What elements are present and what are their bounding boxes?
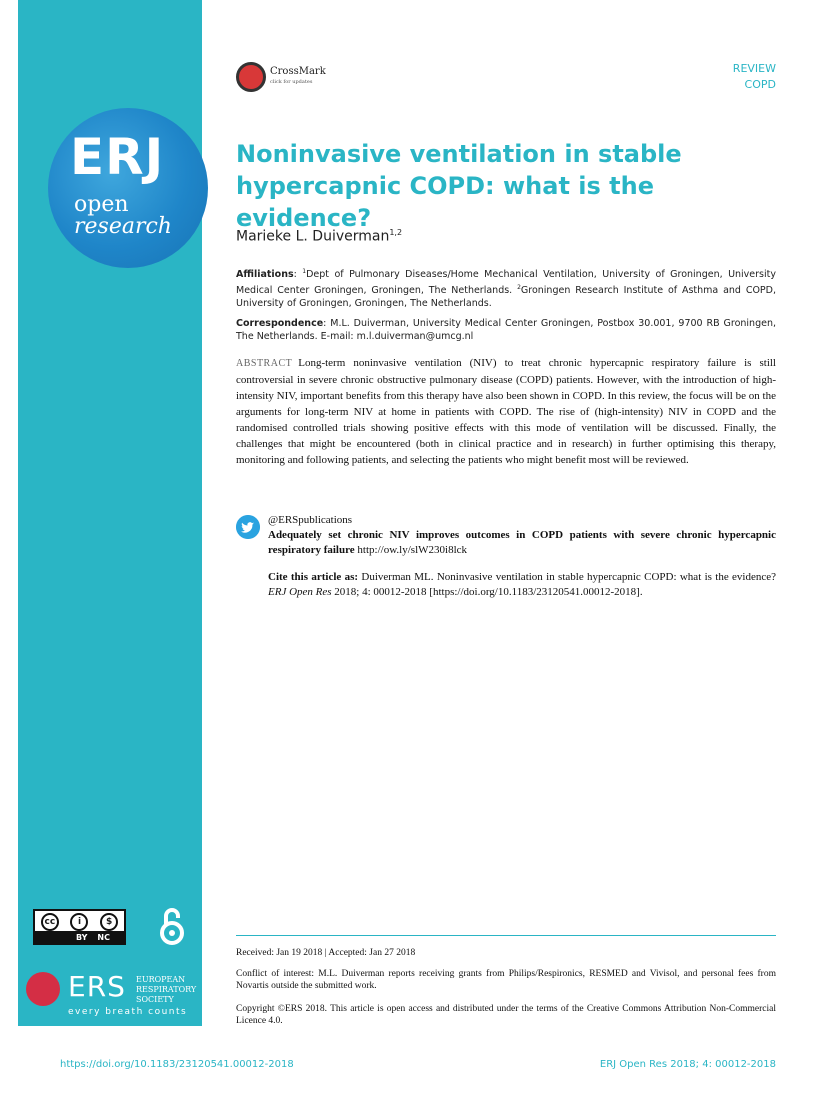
cite-block: Cite this article as: Duiverman ML. Noninvasive ventilation in stable hypercapnic COPD: what is the evidence? ERJ Open Res 2018; 4: 00012-2018 [https://doi.org/10.1183/23120541.00012-2018].	[268, 571, 777, 598]
affiliations: Affiliations: $^1$Dept of Pulmonary Diseases/Home Mechanical Ventilation, University of Groningen, University Medical Center Groningen, Groningen, The Netherlands. $^2$Groningen Research Institute of Asthma and COPD, University of Groningen, Groningen, The Netherlands.	[236, 268, 776, 310]
tweet-block	[268, 513, 776, 558]
tweet-text: Adequately set chronic NIV improves outcomes in COPD patients with severe chronic hypercapnic respiratory failure	[268, 529, 776, 556]
journal-citation: ERJ Open Res 2018; 4: 00012-2018	[599, 1059, 776, 1070]
twitter-handle[interactable]: @ERSpublications	[268, 514, 353, 526]
cc-nc-label: NC	[97, 932, 110, 942]
affiliations-label: Affiliations	[236, 269, 294, 281]
author-affiliation-marks: 1,2	[389, 228, 403, 237]
creative-commons-license-badge[interactable]	[33, 909, 126, 945]
ers-logo-text: ERS	[68, 970, 126, 1003]
abstract-label: ABSTRACT	[236, 358, 293, 369]
open-access-icon	[158, 906, 186, 946]
crossmark-sub: click for updates	[270, 79, 313, 85]
cc-icon: cc	[41, 913, 59, 931]
logo-open-text: open	[74, 192, 129, 217]
tweet-link[interactable]: http://ow.ly/slW230i8lck	[357, 544, 468, 556]
twitter-icon[interactable]	[236, 515, 260, 539]
cite-label: Cite this article as:	[268, 571, 359, 583]
logo-erj-text: ERJ	[70, 128, 165, 186]
doi-link[interactable]: https://doi.org/10.1183/23120541.00012-2018	[60, 1059, 294, 1070]
attribution-icon: i	[70, 913, 88, 931]
cc-by-label: BY	[75, 932, 88, 942]
article-title: Noninvasive ventilation in stable hypercapnic COPD: what is the evidence?	[236, 140, 682, 232]
logo-research-text: research	[74, 214, 172, 239]
correspondence-label: Correspondence	[236, 318, 324, 329]
erj-open-research-logo	[48, 108, 208, 268]
received-accepted-dates: Received: Jan 19 2018 | Accepted: Jan 27 2018	[236, 948, 416, 958]
ers-lungs-icon	[26, 972, 60, 1006]
correspondence-text: M.L. Duiverman, University Medical Center Groningen, Postbox 30.001, 9700 RB Groningen, The Netherlands. E-mail: m.l.duiverman@umcg.nl	[236, 318, 776, 342]
abstract-text: Long-term noninvasive ventilation (NIV) to treat chronic hypercapnic respiratory failure is still controversial in severe chronic obstructive pulmonary disease (COPD) patients. However, with the introduction of high-intensity NIV, important benefits from this therapy have also been shown in COPD. In this review, the focus will be on the arguments for long-term NIV at home in patients with COPD. The rise of (high-intensity) NIV in COPD and the randomised controlled trials showing positive effects with this mode of ventilation will be discussed. Finally, the challenges that might be encountered (both in clinical practice and in research) in further optimising this therapy, monitoring and following patients, and selecting the patients who might benefit most will be reviewed.	[236, 357, 776, 466]
correspondence: Correspondence: M.L. Duiverman, University Medical Center Groningen, Postbox 30.001, 9700 RB Groningen, The Netherlands. E-mail: m.l.duiverman@umcg.nl	[236, 318, 776, 342]
article-type	[733, 61, 776, 93]
crossmark-label: CrossMark	[270, 66, 326, 77]
footer-divider	[236, 935, 776, 936]
crossmark-icon	[236, 62, 266, 92]
journal-sidebar	[18, 0, 202, 1026]
ers-tagline: every breath counts	[68, 1007, 188, 1017]
author-name: Marieke L. Duiverman	[236, 228, 390, 245]
ers-full-name: EUROPEAN RESPIRATORY SOCIETY	[136, 975, 197, 1004]
crossmark-button[interactable]	[236, 62, 326, 92]
article-type-label: REVIEW	[732, 62, 776, 75]
noncommercial-icon: $	[100, 913, 118, 931]
article-topic-label: COPD	[744, 78, 776, 91]
abstract	[236, 355, 776, 468]
conflict-of-interest: Conflict of interest: M.L. Duiverman reports receiving grants from Philips/Respironics, RESMED and Vivisol, and personal fees from Novartis outside the submitted work.	[236, 969, 776, 991]
copyright-notice: Copyright ©ERS 2018. This article is open access and distributed under the terms of the Creative Commons Attribution Non-Commercial Licence 4.0.	[236, 1004, 776, 1026]
author	[236, 228, 402, 245]
cite-journal: ERJ Open Res	[268, 586, 332, 598]
